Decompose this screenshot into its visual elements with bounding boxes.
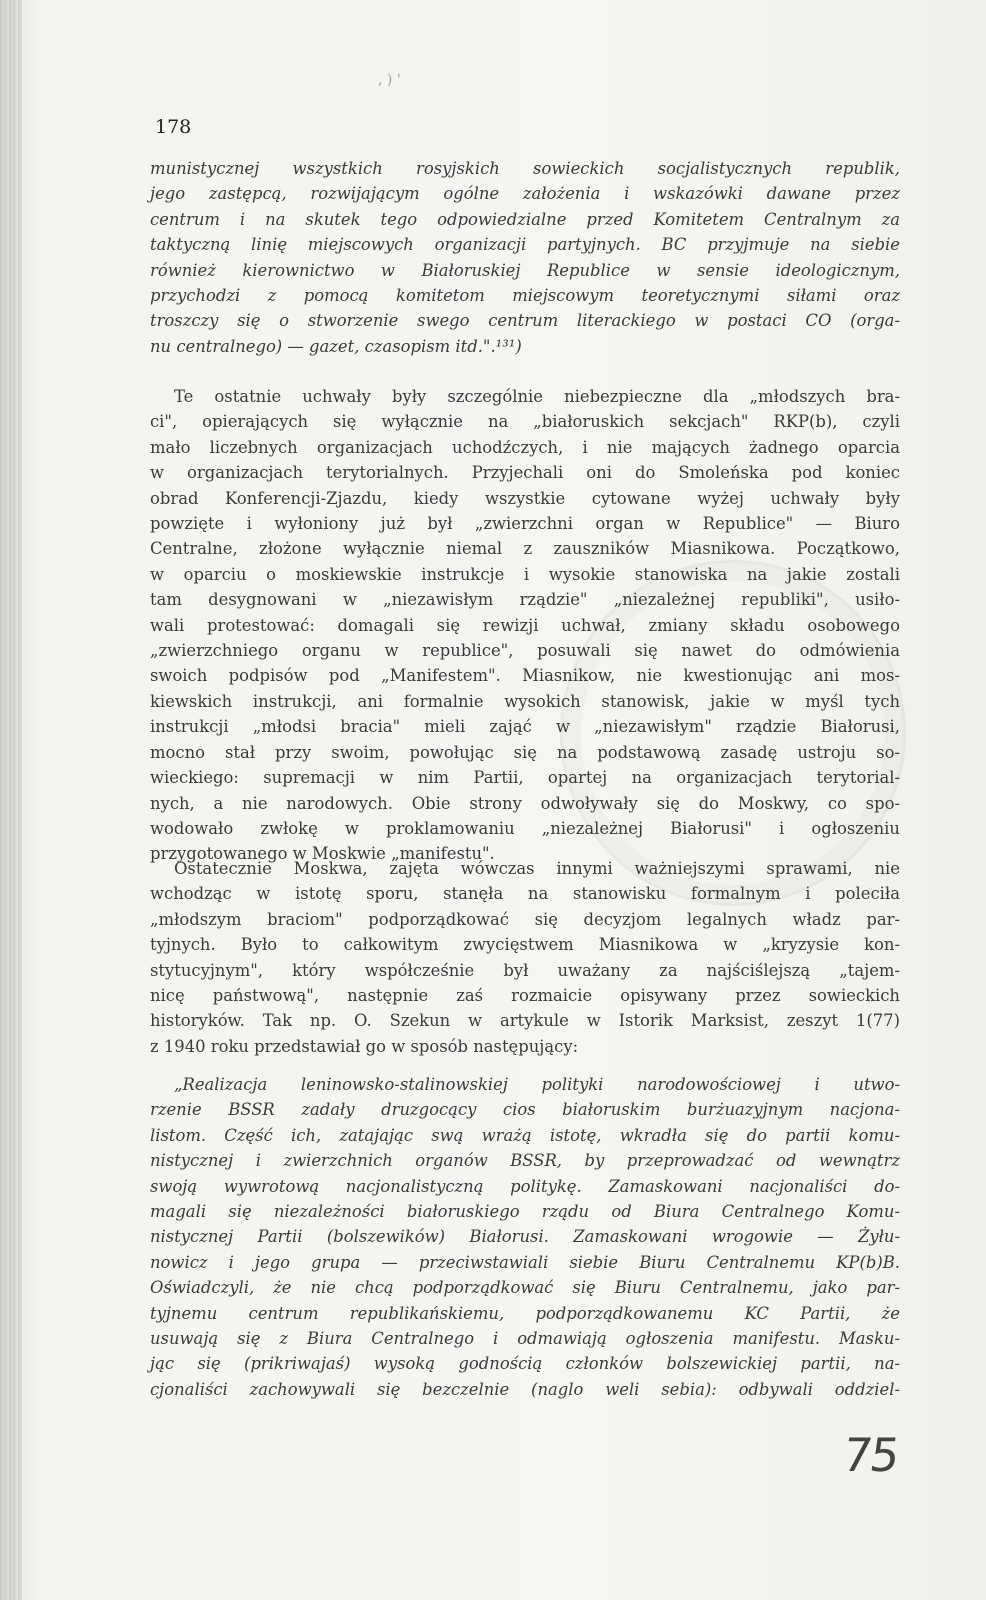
text-line: z 1940 roku przedstawiał go w sposób następujący: bbox=[150, 1036, 579, 1056]
text-line: Oświadczyli, że nie chcą podporządkować się Biuru Centralnemu, jako par- bbox=[150, 1278, 900, 1298]
text-line: „zwierzchniego organu w republice", posuwali się nawet do odmówienia bbox=[150, 641, 900, 661]
text-line: nych, a nie narodowych. Obie strony odwoływały się do Moskwy, co spo- bbox=[150, 793, 900, 813]
paragraph-1 bbox=[150, 384, 900, 867]
text-line: swoich podpisów pod „Manifestem". Miasnikow, nie kwestionując ani mos- bbox=[150, 666, 900, 686]
text-line: tyjnemu centrum republikańskiemu, podporządkowanemu KC Partii, że bbox=[150, 1303, 900, 1323]
text-line: kiewskich instrukcji, ani formalnie wysokich stanowisk, jakie w myśl tych bbox=[150, 691, 900, 711]
text-line: tyjnych. Było to całkowitym zwycięstwem Miasnikowa w „kryzysie kon- bbox=[150, 935, 900, 955]
text-line: powzięte i wyłoniony już był „zwierzchni organ w Republice" — Biuro bbox=[150, 514, 900, 534]
text-line: centrum i na skutek tego odpowiedzialne przed Komitetem Centralnym za bbox=[150, 209, 900, 229]
text-line: instrukcji „młodsi bracia" mieli zająć w „niezawisłym" rządzie Białorusi, bbox=[150, 717, 900, 737]
text-line: wali protestować: domagali się rewizji uchwał, zmiany składu osobowego bbox=[150, 615, 900, 635]
text-line: w oparciu o moskiewskie instrukcje i wysokie stanowiska na jakie zostali bbox=[150, 564, 900, 584]
text-line: swoją wywrotową nacjonalistyczną politykę. Zamaskowani nacjonaliści do- bbox=[150, 1176, 900, 1196]
text-line: wieckiego: supremacji w nim Partii, opartej na organizacjach terytorial- bbox=[150, 768, 900, 788]
text-line: nicę państwową", następnie zaś rozmaicie opisywany przez sowieckich bbox=[150, 986, 900, 1006]
text-line: listom. Część ich, zatajając swą wrażą istotę, wkradła się do partii komu- bbox=[150, 1125, 900, 1145]
text-line: wodowało zwłokę w proklamowaniu „niezależnej Białorusi" i ogłoszeniu bbox=[150, 818, 900, 838]
text-line: w organizacjach terytorialnych. Przyjechali oni do Smoleńska pod koniec bbox=[150, 463, 900, 483]
text-line: przychodzi z pomocą komitetom miejscowym teoretycznymi siłami oraz bbox=[150, 286, 900, 306]
text-line: również kierownictwo w Białoruskiej Republice w sensie ideologicznym, bbox=[150, 260, 900, 280]
text-line: magali się niezależności białoruskiego rządu od Biura Centralnego Komu- bbox=[150, 1202, 900, 1222]
text-line: jąc się (prikriwajaś) wysoką godnością członków bolszewickiej partii, na- bbox=[150, 1354, 900, 1374]
binding-edge bbox=[0, 0, 22, 1600]
text-line: mało liczebnych organizacjach uchodźczych, i nie mających żadnego oparcia bbox=[150, 437, 900, 457]
text-line: „Realizacja leninowsko-stalinowskiej polityki narodowościowej i utwo- bbox=[174, 1075, 900, 1094]
top-scan-mark: , ) ' bbox=[378, 72, 401, 88]
text-line: stytucyjnym", który współcześnie był uważany za najściślejszą „tajem- bbox=[150, 960, 900, 980]
text-line: przygotowanego w Moskwie „manifestu". bbox=[150, 844, 495, 864]
text-line: wchodząc w istotę sporu, stanęła na stanowisku formalnym i poleciła bbox=[150, 884, 900, 904]
text-line: Te ostatnie uchwały były szczególnie niebezpieczne dla „młodszych bra- bbox=[174, 387, 900, 406]
text-line: munistycznej wszystkich rosyjskich sowieckich socjalistycznych republik, bbox=[150, 159, 900, 178]
paragraph-2 bbox=[150, 856, 900, 1059]
text-line: jego zastępcą, rozwijającym ogólne założenia i wskazówki dawane przez bbox=[150, 184, 900, 204]
text-line: tam desygnowani w „niezawisłym rządzie" „niezależnej republiki", usiło- bbox=[150, 590, 900, 610]
quote-top bbox=[150, 156, 900, 359]
text-line: taktyczną linię miejscowych organizacji partyjnych. BC przyjmuje na siebie bbox=[150, 235, 900, 255]
text-line: Ostatecznie Moskwa, zajęta wówczas innymi ważniejszymi sprawami, nie bbox=[174, 859, 900, 878]
text-line: nu centralnego) — gazet, czasopism itd.".¹³¹) bbox=[150, 336, 522, 356]
text-line: obrad Konferencji-Zjazdu, kiedy wszystkie cytowane wyżej uchwały były bbox=[150, 488, 900, 508]
text-line: historyków. Tak np. O. Szekun w artykule w Istorik Marksist, zeszyt 1(77) bbox=[150, 1011, 900, 1031]
text-line: „młodszym braciom" podporządkować się decyzjom legalnych władz par- bbox=[150, 909, 900, 929]
text-line: ci", opierających się wyłącznie na „białoruskich sekcjach" RKP(b), czyli bbox=[150, 412, 900, 432]
text-line: mocno stał przy swoim, powołując się na podstawową zasadę ustroju so- bbox=[150, 742, 900, 762]
text-line: cjonaliści zachowywali się bezczelnie (naglo weli sebia): odbywali oddziel- bbox=[150, 1379, 900, 1399]
text-line: troszczy się o stworzenie swego centrum literackiego w postaci CO (orga- bbox=[150, 311, 900, 331]
text-line: nowicz i jego grupa — przeciwstawiali siebie Biuru Centralnemu KP(b)B. bbox=[150, 1252, 900, 1272]
text-line: Centralne, złożone wyłącznie niemal z zauszników Miasnikowa. Początkowo, bbox=[150, 539, 900, 559]
quote-bottom bbox=[150, 1072, 900, 1402]
text-line: nistycznej i zwierzchnich organów BSSR, by przeprowadzać od wewnątrz bbox=[150, 1151, 900, 1171]
handwritten-page-mark: 75 bbox=[839, 1428, 902, 1482]
text-line: usuwają się z Biura Centralnego i odmawiają ogłoszenia manifestu. Masku- bbox=[150, 1329, 900, 1349]
text-line: rzenie BSSR zadały druzgocący cios białoruskim burżuazyjnym nacjona- bbox=[150, 1100, 900, 1120]
page-number: 178 bbox=[155, 116, 192, 138]
text-line: nistycznej Partii (bolszewików) Białorusi. Zamaskowani wrogowie — Żyłu- bbox=[150, 1227, 900, 1247]
